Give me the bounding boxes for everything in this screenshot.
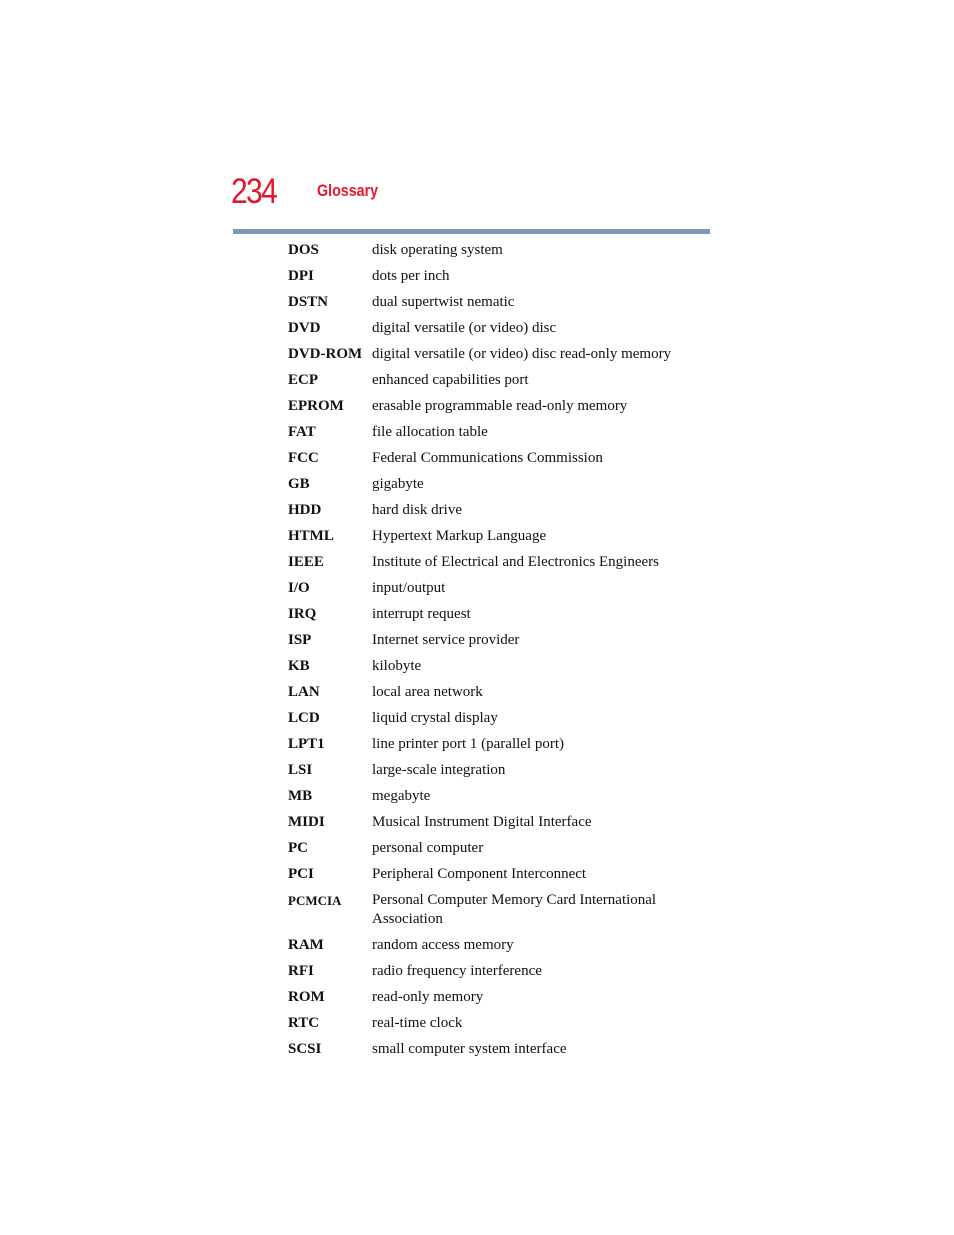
glossary-term: PCMCIA xyxy=(288,893,342,908)
glossary-term: PCI xyxy=(288,866,314,882)
glossary-definition: line printer port 1 (parallel port) xyxy=(372,736,565,752)
glossary-entry xyxy=(288,630,698,656)
glossary-definition: large-scale integration xyxy=(372,762,506,778)
glossary-definition: Peripheral Component Interconnect xyxy=(372,866,587,882)
glossary-definition: disk operating system xyxy=(372,242,503,258)
glossary-definition: gigabyte xyxy=(372,476,424,492)
glossary-term: HTML xyxy=(288,528,334,544)
glossary-entry xyxy=(288,708,698,734)
glossary-entry xyxy=(288,526,698,552)
glossary-term: RFI xyxy=(288,963,314,979)
glossary-entry xyxy=(288,474,698,500)
glossary-definition: personal computer xyxy=(372,840,484,856)
glossary-entry xyxy=(288,396,698,422)
glossary-entry xyxy=(288,318,698,344)
glossary-entry xyxy=(288,370,698,396)
glossary-entry xyxy=(288,734,698,760)
glossary-entry xyxy=(288,448,698,474)
glossary-entry xyxy=(288,266,698,292)
glossary-list xyxy=(288,240,698,1065)
glossary-term: GB xyxy=(288,476,310,492)
header-divider xyxy=(233,229,710,234)
glossary-term: I/O xyxy=(288,580,310,596)
glossary-term: LAN xyxy=(288,684,320,700)
glossary-definition: enhanced capabilities port xyxy=(372,372,529,388)
glossary-definition: real-time clock xyxy=(372,1015,463,1031)
glossary-term: MIDI xyxy=(288,814,325,830)
glossary-term: MB xyxy=(288,788,313,804)
glossary-definition: interrupt request xyxy=(372,606,471,622)
glossary-entry xyxy=(288,1039,698,1065)
glossary-definition: hard disk drive xyxy=(372,502,462,518)
glossary-definition: erasable programmable read-only memory xyxy=(372,398,628,414)
glossary-term: FCC xyxy=(288,450,319,466)
glossary-entry xyxy=(288,786,698,812)
glossary-term: PC xyxy=(288,840,308,856)
glossary-definition: input/output xyxy=(372,580,446,596)
glossary-entry xyxy=(288,935,698,961)
glossary-entry xyxy=(288,500,698,526)
glossary-definition: Federal Communications Commission xyxy=(372,450,603,466)
page-number: 234 xyxy=(231,172,277,211)
glossary-definition: digital versatile (or video) disc read-only memory xyxy=(372,346,672,362)
glossary-definition: radio frequency interference xyxy=(372,963,542,979)
glossary-entry xyxy=(288,578,698,604)
section-title: Glossary xyxy=(317,181,379,200)
glossary-entry xyxy=(288,864,698,890)
glossary-definition: kilobyte xyxy=(372,658,422,674)
glossary-term: LSI xyxy=(288,762,313,778)
glossary-entry xyxy=(288,890,698,935)
glossary-term: EPROM xyxy=(288,398,344,414)
glossary-definition: Musical Instrument Digital Interface xyxy=(372,814,592,830)
glossary-term: FAT xyxy=(288,424,316,440)
glossary-entry xyxy=(288,961,698,987)
glossary-term: ECP xyxy=(288,372,318,388)
glossary-entry xyxy=(288,604,698,630)
glossary-entry xyxy=(288,292,698,318)
glossary-definition: dots per inch xyxy=(372,268,450,284)
glossary-entry xyxy=(288,838,698,864)
glossary-term: DVD-ROM xyxy=(288,346,363,362)
glossary-definition: megabyte xyxy=(372,788,431,804)
glossary-definition: Personal Computer Memory Card International Association xyxy=(372,892,657,927)
glossary-definition: dual supertwist nematic xyxy=(372,294,515,310)
glossary-entry xyxy=(288,1013,698,1039)
glossary-definition: read-only memory xyxy=(372,989,484,1005)
glossary-definition: file allocation table xyxy=(372,424,488,440)
glossary-definition: local area network xyxy=(372,684,483,700)
glossary-entry xyxy=(288,682,698,708)
glossary-entry xyxy=(288,552,698,578)
glossary-term: DSTN xyxy=(288,294,329,310)
glossary-entry xyxy=(288,987,698,1013)
glossary-entry xyxy=(288,812,698,838)
glossary-definition: random access memory xyxy=(372,937,514,953)
glossary-term: LPT1 xyxy=(288,736,325,752)
glossary-term: DPI xyxy=(288,268,314,284)
glossary-definition: Hypertext Markup Language xyxy=(372,528,547,544)
glossary-definition: Internet service provider xyxy=(372,632,520,648)
glossary-term: LCD xyxy=(288,710,320,726)
glossary-entry xyxy=(288,422,698,448)
glossary-term: ROM xyxy=(288,989,325,1005)
glossary-term: RAM xyxy=(288,937,324,953)
glossary-definition: Institute of Electrical and Electronics Engineers xyxy=(372,554,659,570)
glossary-entry xyxy=(288,344,698,370)
glossary-definition: small computer system interface xyxy=(372,1041,567,1057)
glossary-term: IEEE xyxy=(288,554,324,570)
glossary-term: RTC xyxy=(288,1015,320,1031)
glossary-term: ISP xyxy=(288,632,312,648)
glossary-definition: liquid crystal display xyxy=(372,710,498,726)
glossary-term: KB xyxy=(288,658,310,674)
glossary-term: IRQ xyxy=(288,606,317,622)
glossary-entry xyxy=(288,760,698,786)
glossary-definition: digital versatile (or video) disc xyxy=(372,320,557,336)
glossary-term: SCSI xyxy=(288,1041,322,1057)
glossary-term: DVD xyxy=(288,320,321,336)
glossary-entry xyxy=(288,656,698,682)
glossary-term: DOS xyxy=(288,242,319,258)
glossary-term: HDD xyxy=(288,502,322,518)
glossary-entry xyxy=(288,240,698,266)
